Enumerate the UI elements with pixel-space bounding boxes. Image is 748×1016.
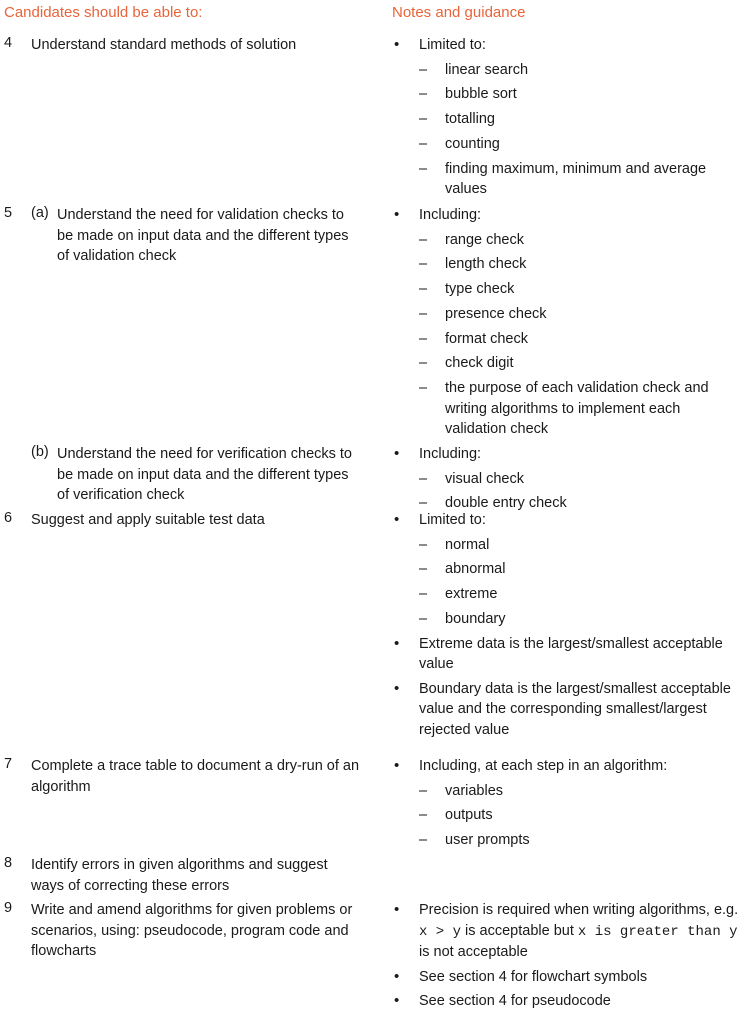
code-snippet: x is greater than y bbox=[577, 923, 738, 940]
item-text: Understand standard methods of solution bbox=[31, 37, 297, 53]
note-bullet: • Including: bbox=[392, 444, 744, 465]
notes-cell bbox=[392, 444, 744, 518]
item-subletter: (b) bbox=[31, 444, 49, 460]
note-subitem: – the purpose of each validation check and writing algorithms to implement each validation check bbox=[392, 378, 744, 440]
item-number: 4 bbox=[4, 35, 13, 51]
note-subitem: – normal bbox=[392, 535, 744, 556]
item-number: 9 bbox=[4, 900, 13, 916]
note-bullet: • Including: bbox=[392, 205, 744, 226]
notes-cell bbox=[392, 510, 744, 744]
note-subitem: – type check bbox=[392, 279, 744, 300]
note-subitem: – linear search bbox=[392, 60, 744, 81]
note-bullet: • Extreme data is the largest/smallest acceptable value bbox=[392, 634, 744, 675]
note-bullet bbox=[392, 900, 744, 963]
note-subitem: – format check bbox=[392, 329, 744, 350]
item-text: Complete a trace table to document a dry-run of an algorithm bbox=[31, 758, 360, 795]
code-snippet: x > y bbox=[419, 923, 462, 940]
item-number: 7 bbox=[4, 756, 13, 772]
note-subitem: – presence check bbox=[392, 304, 744, 325]
note-subitem: – boundary bbox=[392, 609, 744, 630]
note-subitem: – outputs bbox=[392, 805, 744, 826]
note-subitem: – length check bbox=[392, 254, 744, 275]
item-number: 8 bbox=[4, 855, 13, 871]
note-subitem: – range check bbox=[392, 230, 744, 251]
item-text: Understand the need for validation checks to be made on input data and the different types of validation check bbox=[57, 207, 349, 264]
note-subitem: – double entry check bbox=[392, 493, 744, 514]
note-subitem: – check digit bbox=[392, 353, 744, 374]
item-text: Identify errors in given algorithms and suggest ways of correcting these errors bbox=[31, 857, 328, 894]
header-candidates: Candidates should be able to: bbox=[4, 4, 203, 21]
note-subitem: – extreme bbox=[392, 584, 744, 605]
note-bullet: • Limited to: bbox=[392, 35, 744, 56]
note-subitem: – counting bbox=[392, 134, 744, 155]
item-text: Suggest and apply suitable test data bbox=[31, 512, 265, 528]
item-number: 6 bbox=[4, 510, 13, 526]
notes-cell bbox=[392, 756, 744, 855]
item-text: Understand the need for verification checks to be made on input data and the different types of verification check bbox=[57, 446, 352, 503]
item-subletter: (a) bbox=[31, 205, 49, 221]
note-text: is acceptable but bbox=[461, 922, 578, 939]
note-subitem: – bubble sort bbox=[392, 84, 744, 105]
notes-cell bbox=[392, 900, 744, 1016]
item-number: 5 bbox=[4, 205, 13, 221]
note-subitem: – visual check bbox=[392, 469, 744, 490]
note-bullet: • See section 4 for pseudocode bbox=[392, 991, 744, 1012]
note-bullet: • Boundary data is the largest/smallest acceptable value and the corresponding smallest/largest rejected value bbox=[392, 679, 744, 741]
note-text: Precision is required when writing algorithms, e.g. bbox=[419, 902, 739, 918]
note-subitem: – totalling bbox=[392, 109, 744, 130]
note-bullet: • Including, at each step in an algorithm: bbox=[392, 756, 744, 777]
note-subitem: – user prompts bbox=[392, 830, 744, 851]
note-subitem: – variables bbox=[392, 781, 744, 802]
item-text: Write and amend algorithms for given problems or scenarios, using: pseudocode, program code and flowcharts bbox=[31, 902, 353, 959]
note-bullet: • Limited to: bbox=[392, 510, 744, 531]
notes-cell bbox=[392, 205, 744, 444]
note-bullet: • See section 4 for flowchart symbols bbox=[392, 967, 744, 988]
notes-cell bbox=[392, 35, 744, 204]
note-subitem: – finding maximum, minimum and average values bbox=[392, 159, 744, 200]
note-subitem: – abnormal bbox=[392, 559, 744, 580]
header-notes: Notes and guidance bbox=[392, 4, 526, 21]
note-text: is not acceptable bbox=[419, 944, 528, 960]
